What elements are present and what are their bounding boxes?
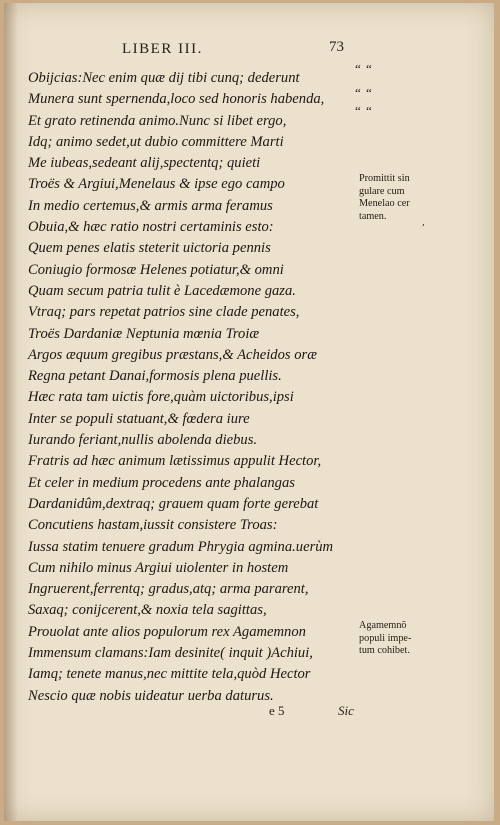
verse-line: In medio certemus,& armis arma feramus xyxy=(28,197,273,214)
signature-mark: e 5 xyxy=(269,703,285,718)
marginal-mark: , xyxy=(422,218,425,228)
verse-line: Quam secum patria tulit è Lacedæmone gaza. xyxy=(28,282,296,299)
verse-line: Vtraq; pars repetat patrios sine clade penates, xyxy=(28,304,300,321)
verse-line: Obijcias:Nec enim quæ dij tibi cunq; dederunt xyxy=(28,70,300,86)
verse-line: Idq; animo sedet,ut dubio committere Marti xyxy=(28,133,284,150)
book-page xyxy=(4,3,494,821)
verse-line: Munera sunt spernenda,loco sed honoris habenda, xyxy=(28,91,325,108)
marginal-note-line: gulare cum xyxy=(359,185,405,197)
verse-line: Nescio quæ nobis uideatur uerba daturus. xyxy=(28,687,274,704)
verse-line: Concutiens hastam,iussit consistere Troas: xyxy=(28,517,278,534)
verse-line: Fratris ad hæc animum lætissimus appulit Hector, xyxy=(28,453,322,470)
verse-line: Et grato retinenda animo.Nunc si libet ergo, xyxy=(28,112,287,129)
marginal-note-line: tamen. xyxy=(359,210,387,222)
verse-line: Argos æquum gregibus præstans,& Acheidos oræ xyxy=(28,346,317,363)
verse-line: Troës & Argiui,Menelaus & ipse ego campo xyxy=(28,176,285,193)
marginal-note-line: Promittit sin xyxy=(359,173,410,184)
marginal-note-line: populi impe- xyxy=(359,632,412,644)
verse-line: Prouolat ante alios populorum rex Agamemnon xyxy=(28,623,306,640)
verse-line: Inter se populi statuant,& fœdera iure xyxy=(28,410,250,427)
verse-line: Hæc rata tam uictis fore,quàm uictoribus,ipsi xyxy=(28,389,294,406)
verse-line: Saxaq; conijcerent,& noxia tela sagittas, xyxy=(28,602,267,619)
quotation-marks: “ “ xyxy=(355,61,373,76)
catchword: Sic xyxy=(338,703,354,718)
verse-line: Obuia,& hæc ratio nostri certaminis esto: xyxy=(28,219,274,236)
verse-line: Iussa statim tenuere gradum Phrygia agmina.uerùm xyxy=(28,538,334,555)
verse-line: Regna petant Danai,formosis plena puellis. xyxy=(28,368,282,385)
marginal-note-line: tum cohibet. xyxy=(359,645,410,656)
verse-line: Troës Dardaniæ Neptunia mœnia Troiæ xyxy=(28,325,260,342)
marginal-note xyxy=(359,620,469,658)
verse-text-block xyxy=(28,68,358,707)
verse-line: Ingruerent,ferrentq; gradus,atq; arma pararent, xyxy=(28,581,309,598)
verse-line: Iurando feriant,nullis abolenda diebus. xyxy=(28,432,258,449)
verse-line: Quem penes elatis steterit uictoria pennis xyxy=(28,240,271,257)
running-head: LIBER III. xyxy=(122,41,203,57)
page-gutter-shadow xyxy=(4,3,18,821)
marginal-note xyxy=(359,173,469,223)
marginal-note-line: Menelao cer xyxy=(359,198,410,209)
marginal-note-line: Agamemnõ xyxy=(359,620,407,631)
verse-line: Coniugio formosæ Helenes potiatur,& omni xyxy=(28,261,284,278)
verse-line: Dardanidûm,dextraq; grauem quam forte gerebat xyxy=(28,495,319,512)
quotation-marks: “ “ xyxy=(355,85,373,100)
verse-line: Iamq; tenete manus,nec mittite tela,quòd Hector xyxy=(28,666,311,683)
quotation-marks: “ “ xyxy=(355,103,373,118)
verse-line: Immensum clamans:Iam desinite( inquit )Achiui, xyxy=(28,645,313,662)
page-number: 73 xyxy=(329,39,344,55)
verse-line: Me iubeas,sedeant alij,spectentq; quieti xyxy=(28,155,261,172)
verse-line: Et celer in medium procedens ante phalangas xyxy=(28,474,295,491)
verse-line: Cum nihilo minus Argiui uiolenter in hostem xyxy=(28,559,289,576)
